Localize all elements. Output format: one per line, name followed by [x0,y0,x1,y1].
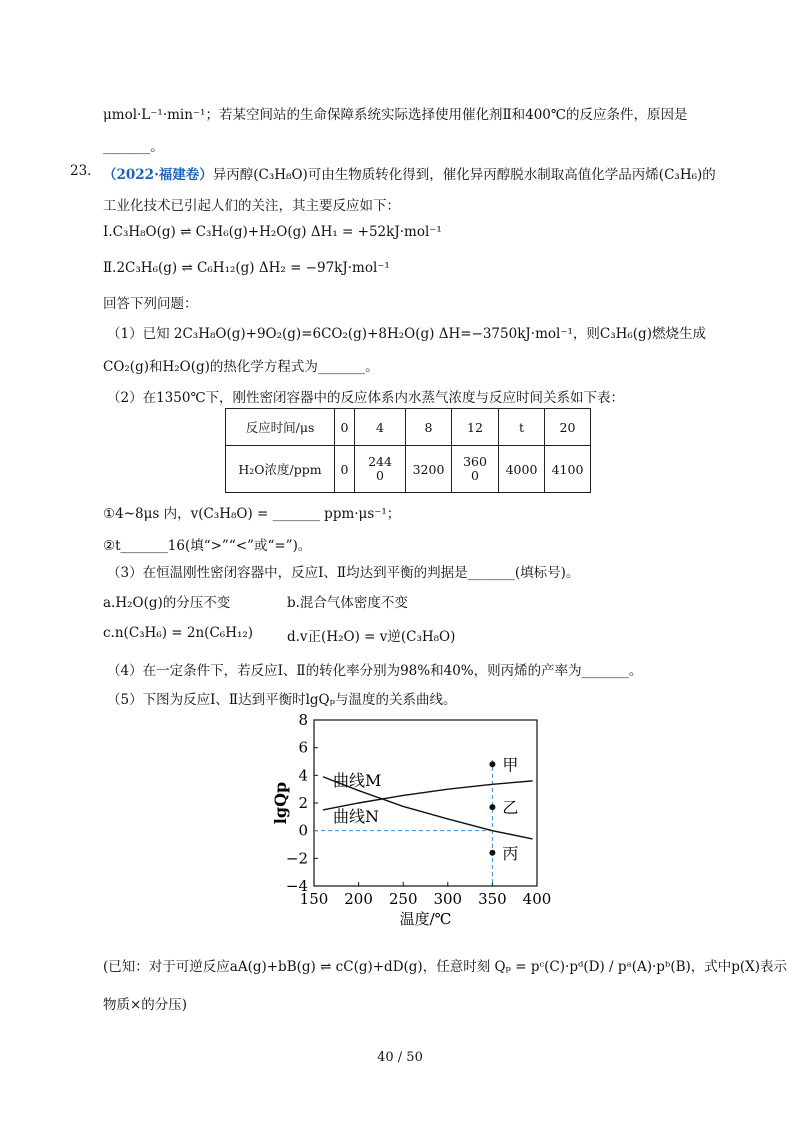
curve-m [323,781,533,810]
part-2-sub-1: ①4~8μs 内，v(C₃H₈O) = _______ ppm·μs⁻¹； [103,506,401,522]
option-b: b.混合气体密度不变 [287,595,408,611]
intro-blank: _______。 [103,139,164,155]
y-tick-label: −4 [285,877,308,895]
question-stem-line-2: 工业化技术已引起人们的关注，其主要反应如下： [103,198,400,214]
reaction-1: Ⅰ.C₃H₈O(g) ⇌ C₃H₆(g)+H₂O(g) ΔH₁ = +52kJ·mol⁻¹ [103,224,442,240]
answer-prompt: 回答下列问题： [103,296,198,312]
concentration-table [225,408,591,493]
part-5: （5）下图为反应Ⅰ、Ⅱ达到平衡时lgQₚ与温度的关系曲线。 [107,692,457,708]
table-cell: 8 [406,409,452,446]
note-line-b: 物质×的分压) [103,997,188,1013]
reaction-2: Ⅱ.2C₃H₆(g) ⇌ C₆H₁₂(g) ΔH₂ = −97kJ·mol⁻¹ [103,260,390,276]
x-tick-label: 350 [478,890,507,908]
page-number: 40 / 50 [377,1050,423,1065]
table-cell: 20 [545,409,591,446]
part-1-line-b: CO₂(g)和H₂O(g)的热化学方程式为_______。 [103,359,379,375]
option-a: a.H₂O(g)的分压不变 [103,595,231,611]
point-marker [489,761,495,767]
x-tick-label: 150 [299,890,329,908]
question-source: （2022·福建卷） [103,167,213,183]
table-cell: 4100 [545,446,591,493]
table-cell: 12 [452,409,499,446]
y-tick-label: 6 [298,738,308,757]
y-tick-label: 8 [298,711,308,729]
y-tick-label: 0 [298,821,308,840]
table-row [226,409,591,446]
x-tick-label: 300 [433,890,463,908]
table-cell: 244 0 [355,446,406,493]
question-stem-a: 异丙醇(C₃H₈O)可由生物质转化得到，催化异丙醇脱水制取高值化学品丙烯(C₃H₆)的 [212,167,716,183]
plot-frame [314,720,537,886]
point-label: 乙 [502,798,519,818]
curve-n-label: 曲线N [333,807,380,826]
table-cell: H₂O浓度/ppm [226,446,335,493]
x-tick-label: 400 [522,890,552,908]
part-2-intro: （2）在1350℃下，刚性密闭容器中的反应体系内水蒸气浓度与反应时间关系如下表： [107,390,625,406]
y-tick-label: 2 [298,794,308,812]
y-tick-label: −2 [285,849,308,868]
table-cell: 360 0 [452,446,499,493]
point-marker [489,850,495,856]
part-1-line-a: （1）已知 2C₃H₈O(g)+9O₂(g)=6CO₂(g)+8H₂O(g) ΔH=−3750kJ·mol⁻¹，则C₃H₆(g)燃烧生成 [107,326,706,342]
x-axis-label: 温度/℃ [399,910,452,928]
option-d: d.v正(H₂O) = v逆(C₃H₈O) [287,629,456,645]
note-line-a: (已知：对于可逆反应aA(g)+bB(g) ⇌ cC(g)+dD(g)，任意时刻 Qₚ = pᶜ(C)·pᵈ(D) / pᵃ(A)·pᵇ(B)，式中p(X)表示 [103,959,788,975]
x-tick-label: 250 [388,890,418,908]
table-cell: 3200 [406,446,452,493]
question-number: 23. [70,163,92,179]
point-label: 丙 [502,843,519,863]
part-4: （4）在一定条件下，若反应Ⅰ、Ⅱ的转化率分别为98%和40%，则丙烯的产率为_______。 [107,663,643,679]
part-3: （3）在恒温刚性密闭容器中，反应Ⅰ、Ⅱ均达到平衡的判据是_______(填标号)。 [107,565,580,581]
question-stem-line-1 [103,163,716,183]
table-row [226,446,591,493]
curve-n [323,777,533,839]
table-cell: 4 [355,409,406,446]
y-axis-label: lgQp [271,781,290,825]
x-tick-label: 200 [344,890,373,908]
table-cell: 反应时间/μs [226,409,335,446]
table-cell: 4000 [499,446,545,493]
table-cell: 0 [335,409,355,446]
option-c: c.n(C₃H₆) = 2n(C₆H₁₂) [103,625,254,641]
intro-line-1: μmol·L⁻¹·min⁻¹；若某空间站的生命保障系统实际选择使用催化剂Ⅱ和400℃的反应条件，原因是 [103,107,688,123]
y-tick-label: 4 [298,766,308,785]
curve-m-label: 曲线M [333,771,382,790]
table-cell: 0 [335,446,355,493]
table-cell: t [499,409,545,446]
point-marker [489,804,495,810]
part-2-sub-2: ②t_______16(填“>”“<”或“=”)。 [103,538,312,554]
point-label: 甲 [502,755,519,775]
